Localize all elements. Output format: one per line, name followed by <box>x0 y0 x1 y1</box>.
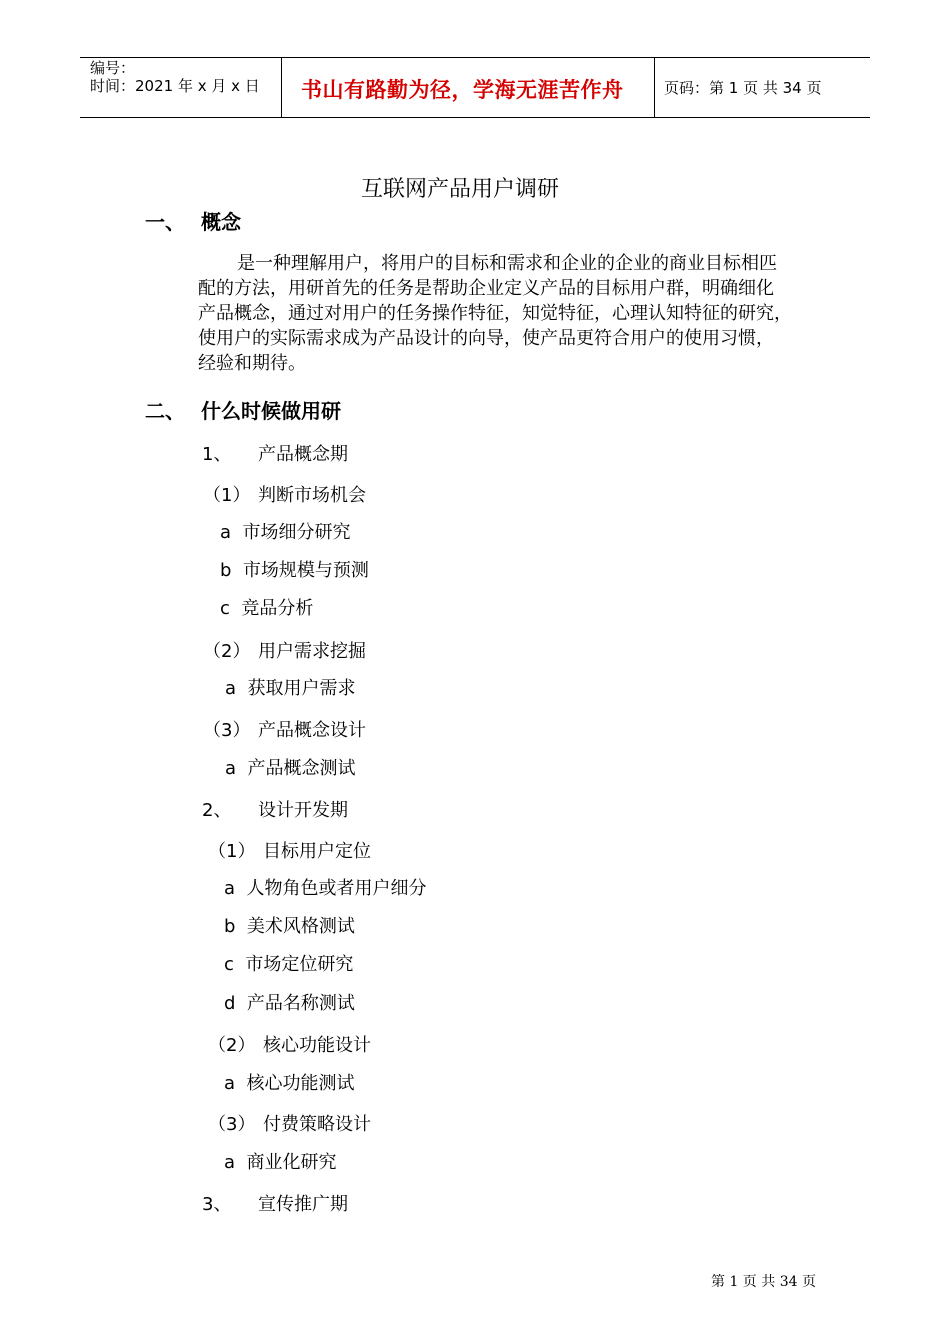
phase-2-group-1-label: 目标用户定位 <box>263 841 371 862</box>
list-item-letter: a <box>225 758 237 779</box>
phase-3-label: 宣传推广期 <box>258 1194 348 1215</box>
list-item <box>220 518 350 544</box>
list-item <box>224 989 355 1015</box>
list-item-text: 获取用户需求 <box>247 678 356 699</box>
list-item-letter: d <box>224 993 236 1014</box>
list-item-letter: a <box>224 1152 236 1173</box>
list-item <box>225 754 355 780</box>
phase-2-group-3-label: 付费策略设计 <box>263 1114 371 1135</box>
header-date-label: 时间：2021 年 x 月 x 日 <box>90 77 260 95</box>
phase-2-group-1-number: （1） <box>208 841 256 862</box>
list-item-letter: a <box>220 522 232 543</box>
phase-3-number: 3、 <box>202 1194 232 1215</box>
phase-2-number: 2、 <box>202 800 232 821</box>
phase-2-group-3-number: （3） <box>208 1114 256 1135</box>
list-item-text: 市场规模与预测 <box>242 560 369 581</box>
phase-1-group-3-label: 产品概念设计 <box>258 720 366 741</box>
list-item-letter: b <box>224 916 236 937</box>
document-title: 互联网产品用户调研 <box>361 177 560 202</box>
list-item-text: 人物角色或者用户细分 <box>246 878 427 899</box>
list-item-letter: c <box>224 954 234 975</box>
list-item-text: 美术风格测试 <box>246 916 355 937</box>
phase-1-group-2-number: （2） <box>203 641 251 662</box>
section-1-paragraph-line-1: 是一种理解用户，将用户的目标和需求和企业的企业的商业目标相匹 <box>237 253 777 274</box>
list-item <box>224 874 426 900</box>
list-item-letter: a <box>224 1073 236 1094</box>
phase-1-group-3-number: （3） <box>203 720 251 741</box>
list-item-letter: b <box>220 560 232 581</box>
list-item-text: 核心功能测试 <box>246 1073 355 1094</box>
list-item-text: 产品名称测试 <box>246 993 355 1014</box>
list-item-text: 市场细分研究 <box>242 522 351 543</box>
list-item <box>224 1148 336 1174</box>
phase-2-group-2-number: （2） <box>208 1035 256 1056</box>
list-item-text: 市场定位研究 <box>245 954 354 975</box>
phase-1-group-2-label: 用户需求挖掘 <box>258 641 366 662</box>
section-1-paragraph-line-3: 产品概念，通过对用户的任务操作特征，知觉特征，心理认知特征的研究， <box>198 303 792 324</box>
phase-2-label: 设计开发期 <box>258 800 348 821</box>
section-2-number: 二、 <box>145 399 185 423</box>
phase-1-group-1-number: （1） <box>203 485 251 506</box>
list-item <box>224 950 353 976</box>
section-1-paragraph-line-4: 使用户的实际需求成为产品设计的向导，使产品更符合用户的使用习惯， <box>198 328 774 349</box>
section-1-number: 一、 <box>145 210 185 234</box>
phase-1-label: 产品概念期 <box>258 444 348 465</box>
list-item <box>220 594 313 620</box>
section-1-heading: 概念 <box>201 210 241 234</box>
header-top-border <box>80 57 870 58</box>
list-item-text: 商业化研究 <box>246 1152 337 1173</box>
section-2-heading: 什么时候做用研 <box>201 399 341 423</box>
list-item-text: 产品概念测试 <box>247 758 356 779</box>
list-item <box>220 556 369 582</box>
header-page-info: 页码：第 1 页 共 34 页 <box>664 79 822 97</box>
header-divider-1 <box>281 57 282 117</box>
list-item-letter: c <box>220 598 230 619</box>
list-item <box>224 1069 354 1095</box>
list-item <box>224 912 355 938</box>
list-item <box>225 674 355 700</box>
section-1-paragraph-line-2: 配的方法，用研首先的任务是帮助企业定义产品的目标用户群，明确细化 <box>198 278 774 299</box>
section-1-paragraph-line-5: 经验和期待。 <box>198 353 306 374</box>
list-item-letter: a <box>225 678 237 699</box>
footer-page-number: 第 1 页 共 34 页 <box>711 1274 816 1290</box>
phase-2-group-2-label: 核心功能设计 <box>263 1035 371 1056</box>
header-number-label: 编号： <box>90 59 136 77</box>
phase-1-number: 1、 <box>202 444 232 465</box>
header-divider-2 <box>654 57 655 117</box>
header-bottom-border <box>80 117 870 118</box>
header-motto: 书山有路勤为径，学海无涯苦作舟 <box>301 77 624 102</box>
phase-1-group-1-label: 判断市场机会 <box>258 485 366 506</box>
list-item-letter: a <box>224 878 236 899</box>
list-item-text: 竞品分析 <box>241 598 314 619</box>
